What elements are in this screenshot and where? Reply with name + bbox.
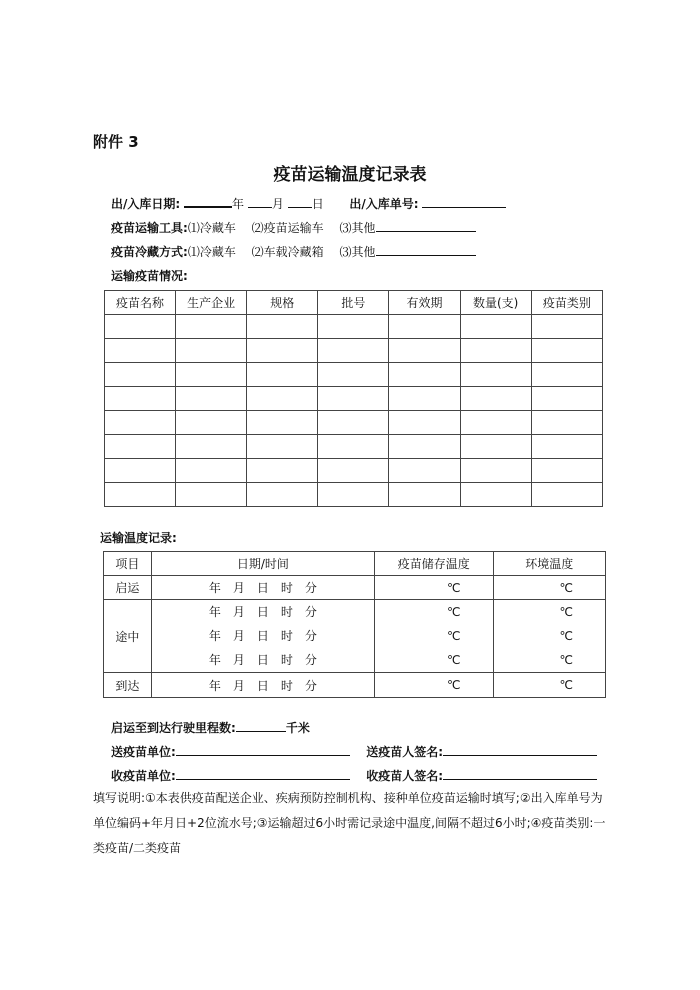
- transport-tool-row: [111, 219, 476, 236]
- table-cell[interactable]: [460, 411, 531, 435]
- table-cell[interactable]: [389, 411, 460, 435]
- table-cell[interactable]: [389, 459, 460, 483]
- month-field[interactable]: [248, 195, 272, 208]
- transit-ambient-temp-2[interactable]: ℃: [559, 629, 573, 643]
- temp-row-transit: [104, 600, 606, 673]
- table-cell[interactable]: [389, 435, 460, 459]
- transit-datetime[interactable]: [151, 600, 374, 673]
- table-cell[interactable]: [105, 411, 176, 435]
- table-cell[interactable]: [247, 483, 318, 507]
- transport-option-1[interactable]: ⑴冷藏车: [187, 221, 236, 235]
- cold-option-2[interactable]: ⑵车载冷藏箱: [251, 245, 324, 259]
- table-cell[interactable]: [176, 387, 247, 411]
- table-cell[interactable]: [247, 435, 318, 459]
- table-cell[interactable]: [247, 315, 318, 339]
- table-cell[interactable]: [460, 387, 531, 411]
- table-cell[interactable]: [460, 339, 531, 363]
- table-cell[interactable]: [247, 459, 318, 483]
- table-cell[interactable]: [531, 435, 602, 459]
- table-cell[interactable]: [389, 339, 460, 363]
- temp-section-label: 运输温度记录:: [100, 531, 177, 545]
- cold-method-label: 疫苗冷藏方式:: [111, 245, 188, 259]
- table-cell[interactable]: [531, 459, 602, 483]
- month-label: 月: [271, 197, 284, 211]
- table-row: [105, 483, 603, 507]
- table-cell[interactable]: [389, 315, 460, 339]
- arrive-ambient-temp[interactable]: ℃: [493, 673, 605, 698]
- table-row: [105, 459, 603, 483]
- transit-vaccine-temp-2[interactable]: ℃: [447, 629, 461, 643]
- table-cell[interactable]: [531, 411, 602, 435]
- vaccine-table: [104, 290, 603, 507]
- order-number-label: 出/入库单号:: [349, 197, 419, 211]
- instructions-text: 填写说明:①本表供疫苗配送企业、疾病预防控制机构、接种单位疫苗运输时填写;②出入库单号为单位编码+年月日+2位流水号;③运输超过6小时需记录途中温度,间隔不超过6小时;④疫苗类别:一类疫苗/二类疫苗: [93, 791, 606, 855]
- transit-vaccine-temp-3[interactable]: ℃: [447, 653, 461, 667]
- table-cell[interactable]: [176, 339, 247, 363]
- table-cell[interactable]: [318, 315, 389, 339]
- transit-datetime-3[interactable]: 年 月 日 时 分: [208, 653, 317, 667]
- temp-row-arrive: [104, 673, 606, 698]
- header-expiry: 有效期: [389, 291, 460, 315]
- send-unit-label: 送疫苗单位:: [111, 745, 176, 759]
- table-cell[interactable]: [176, 435, 247, 459]
- year-field[interactable]: [184, 194, 232, 208]
- cold-option-3[interactable]: ⑶其他: [339, 245, 376, 259]
- mileage-row: [111, 719, 310, 736]
- header-vaccine-temp: 疫苗储存温度: [375, 552, 493, 576]
- header-category: 疫苗类别: [531, 291, 602, 315]
- table-cell[interactable]: [247, 339, 318, 363]
- table-row: [105, 315, 603, 339]
- send-person-field[interactable]: [443, 743, 597, 756]
- temp-table-header: [104, 552, 606, 576]
- send-unit-field[interactable]: [176, 743, 350, 756]
- vaccine-section-label: 运输疫苗情况:: [111, 269, 188, 283]
- table-row: [105, 411, 603, 435]
- transit-label: 途中: [104, 600, 152, 673]
- cold-option-1[interactable]: ⑴冷藏车: [187, 245, 236, 259]
- table-cell[interactable]: [105, 315, 176, 339]
- table-cell[interactable]: [176, 315, 247, 339]
- order-number-field[interactable]: [422, 195, 506, 208]
- header-item: 项目: [104, 552, 152, 576]
- cold-method-row: [111, 243, 476, 260]
- table-cell[interactable]: [247, 363, 318, 387]
- table-cell[interactable]: [105, 387, 176, 411]
- header-ambient-temp: 环境温度: [493, 552, 605, 576]
- date-row: [111, 194, 506, 212]
- recv-unit-label: 收疫苗单位:: [111, 769, 176, 783]
- table-cell[interactable]: [105, 339, 176, 363]
- header-vaccine-name: 疫苗名称: [105, 291, 176, 315]
- table-cell[interactable]: [531, 483, 602, 507]
- table-cell[interactable]: [389, 483, 460, 507]
- table-cell[interactable]: [460, 363, 531, 387]
- start-label: 启运: [104, 576, 152, 600]
- start-ambient-temp[interactable]: ℃: [493, 576, 605, 600]
- transit-vaccine-temp[interactable]: [375, 600, 493, 673]
- transit-datetime-1[interactable]: 年 月 日 时 分: [208, 605, 317, 619]
- table-cell[interactable]: [318, 363, 389, 387]
- arrive-label: 到达: [104, 673, 152, 698]
- table-cell[interactable]: [460, 483, 531, 507]
- table-cell[interactable]: [105, 435, 176, 459]
- table-cell[interactable]: [318, 387, 389, 411]
- transport-option-3[interactable]: ⑶其他: [339, 221, 376, 235]
- table-cell[interactable]: [389, 363, 460, 387]
- send-person-label: 送疫苗人签名:: [366, 745, 443, 759]
- header-quantity: 数量(支): [460, 291, 531, 315]
- table-cell[interactable]: [460, 459, 531, 483]
- table-cell[interactable]: [531, 339, 602, 363]
- attachment-label: 附件 3: [93, 133, 139, 151]
- header-datetime: 日期/时间: [151, 552, 374, 576]
- arrive-vaccine-temp[interactable]: ℃: [375, 673, 493, 698]
- recv-person-label: 收疫苗人签名:: [366, 769, 443, 783]
- vaccine-table-header: [105, 291, 603, 315]
- year-label: 年: [232, 197, 245, 211]
- table-cell[interactable]: [318, 435, 389, 459]
- table-cell[interactable]: [176, 411, 247, 435]
- transit-datetime-2[interactable]: 年 月 日 时 分: [208, 629, 317, 643]
- table-cell[interactable]: [318, 459, 389, 483]
- table-row: [105, 363, 603, 387]
- header-batch: 批号: [318, 291, 389, 315]
- transit-ambient-temp[interactable]: [493, 600, 605, 673]
- table-cell[interactable]: [176, 459, 247, 483]
- transport-option-2[interactable]: ⑵疫苗运输车: [251, 221, 324, 235]
- recv-person-field[interactable]: [443, 767, 597, 780]
- cold-other-field[interactable]: [376, 243, 476, 256]
- table-row: [105, 339, 603, 363]
- day-label: 日: [311, 197, 324, 211]
- table-cell[interactable]: [389, 387, 460, 411]
- table-cell[interactable]: [531, 315, 602, 339]
- transit-ambient-temp-1[interactable]: ℃: [559, 605, 573, 619]
- transit-vaccine-temp-1[interactable]: ℃: [447, 605, 461, 619]
- table-cell[interactable]: [318, 339, 389, 363]
- table-row: [105, 435, 603, 459]
- table-cell[interactable]: [105, 363, 176, 387]
- table-cell[interactable]: [531, 387, 602, 411]
- header-manufacturer: 生产企业: [176, 291, 247, 315]
- table-cell[interactable]: [176, 363, 247, 387]
- table-cell[interactable]: [105, 459, 176, 483]
- transport-other-field[interactable]: [376, 219, 476, 232]
- temperature-table: [103, 551, 606, 698]
- table-cell[interactable]: [318, 411, 389, 435]
- receiver-row: [111, 767, 597, 784]
- page-title: 疫苗运输温度记录表: [273, 165, 427, 185]
- table-cell[interactable]: [460, 435, 531, 459]
- sender-row: [111, 743, 597, 760]
- table-cell[interactable]: [247, 387, 318, 411]
- table-row: [105, 387, 603, 411]
- table-cell[interactable]: [318, 483, 389, 507]
- mileage-unit: 千米: [285, 721, 310, 735]
- day-field[interactable]: [288, 195, 312, 208]
- mileage-field[interactable]: [236, 719, 286, 732]
- date-label: 出/入库日期:: [111, 197, 181, 211]
- table-cell[interactable]: [105, 483, 176, 507]
- transit-ambient-temp-3[interactable]: ℃: [559, 653, 573, 667]
- header-spec: 规格: [247, 291, 318, 315]
- table-cell[interactable]: [176, 483, 247, 507]
- temp-row-start: [104, 576, 606, 600]
- transport-tool-label: 疫苗运输工具:: [111, 221, 188, 235]
- arrive-datetime[interactable]: 年 月 日 时 分: [151, 673, 374, 698]
- recv-unit-field[interactable]: [176, 767, 350, 780]
- table-cell[interactable]: [531, 363, 602, 387]
- start-vaccine-temp[interactable]: ℃: [375, 576, 493, 600]
- mileage-label: 启运至到达行驶里程数:: [111, 721, 236, 735]
- table-cell[interactable]: [460, 315, 531, 339]
- start-datetime[interactable]: 年 月 日 时 分: [151, 576, 374, 600]
- table-cell[interactable]: [247, 411, 318, 435]
